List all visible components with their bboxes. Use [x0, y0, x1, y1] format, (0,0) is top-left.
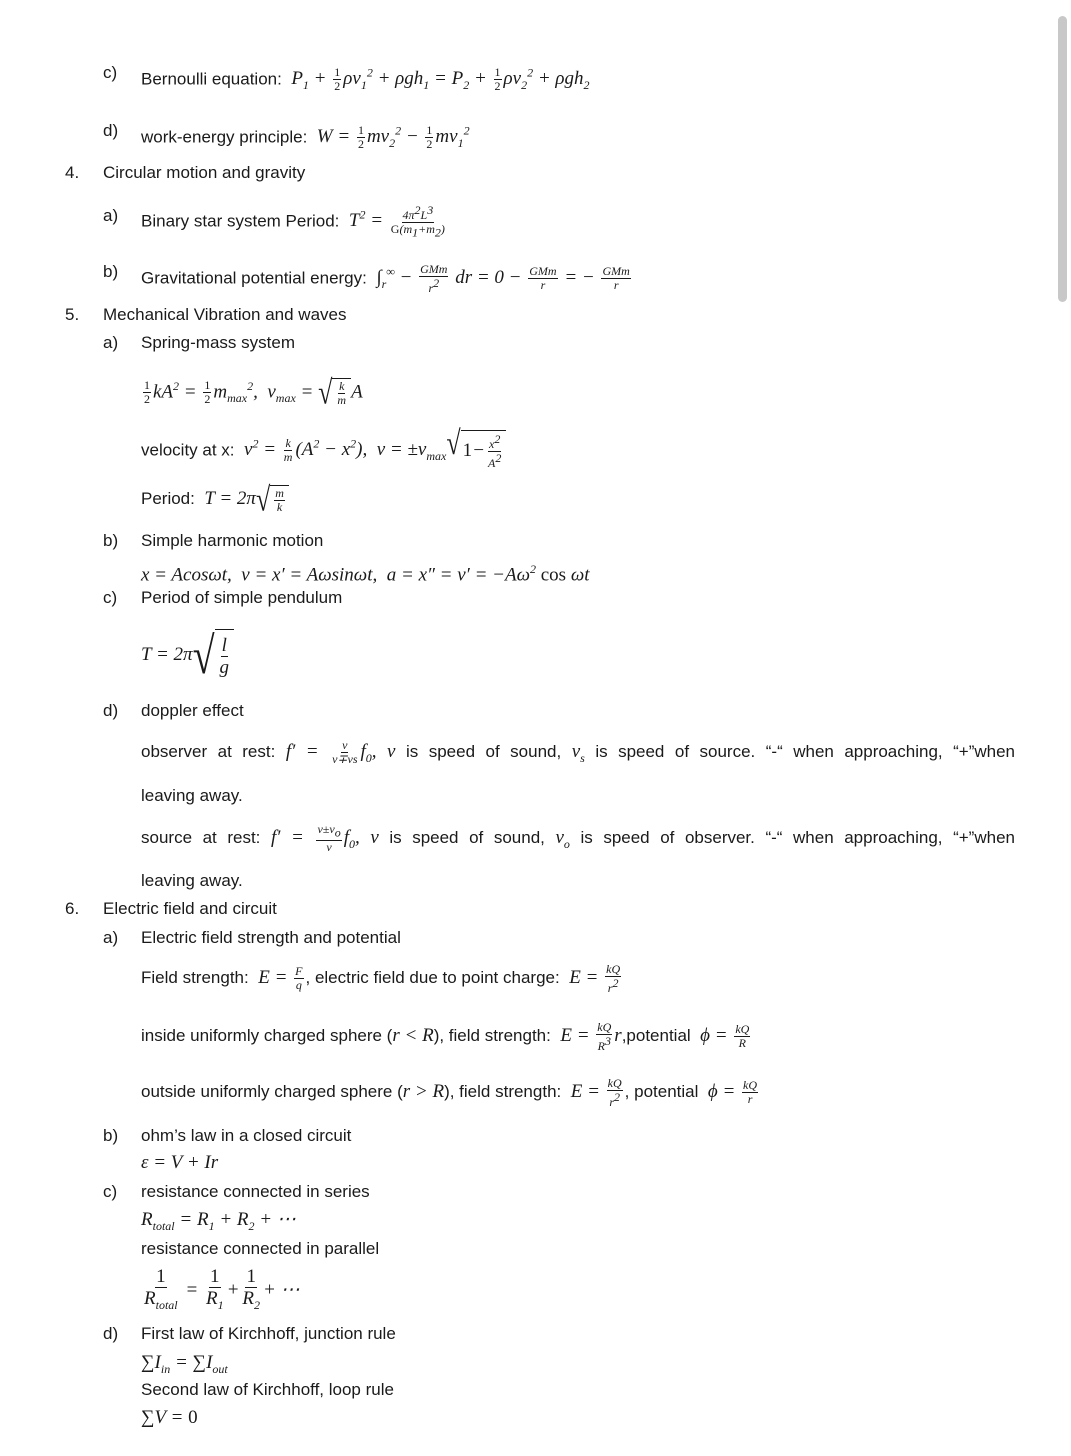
- loop-label: Second law of Kirchhoff, loop rule: [141, 1380, 394, 1399]
- series-label: resistance connected in series: [141, 1182, 370, 1201]
- field-strength-equation: E = $\frac{F}{q}$: [253, 964, 303, 993]
- work-energy-line: [141, 121, 470, 153]
- pendulum-label: Period of simple pendulum: [141, 588, 343, 607]
- scrollbar-thumb[interactable]: [1058, 16, 1067, 302]
- gravity-equation: $\int_r^\infty$ − GMm $r^2$ dr = 0 − GMm r = − GMm r: [371, 261, 630, 295]
- spring-energy-equation: $\frac{1}{2}$ $kA^2$ = $\frac{1}{2}$ $m_{max}^2$, $v_{max}$ = √ k m A: [144, 373, 363, 412]
- source-text: is speed of sound,: [389, 828, 545, 847]
- point-charge-label: , electric field due to point charge:: [305, 968, 560, 987]
- source-text-2: is speed of observer. “-“ when approaching, “+”when: [580, 828, 1015, 847]
- junction-label: First law of Kirchhoff, junction rule: [141, 1324, 396, 1343]
- section-4-number: 4.: [65, 163, 80, 182]
- bernoulli-equation: $P_1$ + $\frac{1}{2}$ $\rho v_1^2 + \rho gh_1 = P_2$ + $\frac{1}{2}$ $\rho v_2^2 + \rho gh_2$: [286, 65, 590, 94]
- section-5-number: 5.: [65, 305, 80, 324]
- inside-condition: r < R: [392, 1025, 434, 1046]
- velocity-equation: $v^2$ = $\frac{k}{m}$ $(A^2 - x^2)$, $v = \pm v_{max}$ √ 1 − $x^2$ $A^2$: [239, 439, 506, 460]
- parallel-label: resistance connected in parallel: [141, 1239, 380, 1258]
- velocity-line: [141, 424, 506, 476]
- series-equation: $R_{total} = R_1 + R_2$ + ⋯: [141, 1209, 296, 1233]
- marker-c-bernoulli: c): [103, 63, 118, 82]
- work-energy-equation: W = $\frac{1}{2}$ $mv_2^2$ − $\frac{1}{2}$ $mv_1^2$: [312, 123, 470, 152]
- outside-label-2: ), field strength:: [444, 1082, 562, 1101]
- marker-a-spring: a): [103, 333, 119, 352]
- parallel-equation: 1 $R_{total}$ = $\frac{1}{R_1}$ + $\frac{1}{R_2}$ + ⋯: [144, 1266, 300, 1312]
- observer-line: [141, 734, 1015, 776]
- ohm-label: ohm’s law in a closed circuit: [141, 1126, 352, 1145]
- marker-d-doppler: d): [103, 701, 119, 720]
- inside-equation: E = $\frac{kQ}{R^3}$ r: [555, 1019, 622, 1053]
- section-6-title: Electric field and circuit: [103, 899, 277, 918]
- binary-equation: $T^2$ = $\frac{4\pi^2L^3}{G(m_1+m_2)}$: [344, 203, 445, 240]
- inside-label-2: ), field strength:: [433, 1026, 551, 1045]
- marker-b-shm: b): [103, 531, 119, 550]
- source-line: [141, 820, 1015, 862]
- section-4-title: Circular motion and gravity: [103, 163, 306, 182]
- observer-text-2: is speed of source. “-“ when approaching, “+”when: [595, 742, 1015, 761]
- marker-a-binary: a): [103, 206, 119, 225]
- source-label: source at rest:: [141, 828, 261, 847]
- leaving-away-1: leaving away.: [141, 786, 243, 805]
- pendulum-equation: T = 2π √ l g: [141, 625, 234, 685]
- marker-b-gravity: b): [103, 262, 119, 281]
- section-6-number: 6.: [65, 899, 80, 918]
- marker-c-resistance: c): [103, 1182, 118, 1201]
- binary-line: [141, 197, 448, 240]
- junction-equation: $\sum I_{in} = \sum I_{out}$: [141, 1352, 228, 1376]
- marker-a-field: a): [103, 928, 119, 947]
- inside-potential-label: ,potential: [621, 1026, 691, 1045]
- marker-d-work-energy: d): [103, 121, 119, 140]
- observer-equation: f′ = $\frac{v}{v\mp vs}$ $f_0$, v: [285, 738, 396, 767]
- field-label: Electric field strength and potential: [141, 928, 401, 947]
- outside-sphere-line: [141, 1074, 760, 1110]
- loop-equation: ∑V = 0: [141, 1407, 198, 1428]
- period-equation: T = 2π √ m k: [200, 488, 289, 509]
- outside-label: outside uniformly charged sphere (: [141, 1082, 403, 1101]
- section-5-title: Mechanical Vibration and waves: [103, 305, 347, 324]
- period-line: [141, 479, 289, 519]
- marker-d-kirchhoff: d): [103, 1324, 119, 1343]
- inside-label: inside uniformly charged sphere (: [141, 1026, 393, 1045]
- shm-equation: x = Acosωt, v = x′ = Aωsinωt, $a = x'' = v' = -A\omega^2$ cos ωt: [141, 562, 590, 586]
- marker-c-pendulum: c): [103, 588, 118, 607]
- observer-text: is speed of sound,: [405, 742, 562, 761]
- bernoulli-label: Bernoulli equation:: [141, 69, 282, 89]
- doppler-label: doppler effect: [141, 701, 244, 720]
- observer-speed-symbol: $v_o$: [555, 827, 570, 851]
- observer-label: observer at rest:: [141, 742, 276, 761]
- point-charge-equation: E = $\frac{kQ}{r^2}$: [564, 961, 621, 995]
- leaving-away-2: leaving away.: [141, 871, 243, 890]
- field-strength-line: [141, 960, 623, 996]
- marker-b-ohm: b): [103, 1126, 119, 1145]
- gravity-line: [141, 254, 633, 302]
- vertical-scrollbar[interactable]: [1053, 0, 1071, 1456]
- gravity-label: Gravitational potential energy:: [141, 268, 367, 288]
- field-strength-label: Field strength:: [141, 968, 249, 987]
- work-energy-label: work-energy principle:: [141, 127, 308, 147]
- outside-potential-label: , potential: [624, 1082, 699, 1101]
- outside-condition: r > R: [402, 1081, 445, 1102]
- spring-label: Spring-mass system: [141, 333, 295, 352]
- outside-potential-equation: ϕ = $\frac{kQ}{r}$: [703, 1078, 758, 1107]
- outside-equation: E = $\frac{kQ}{r^2}$: [565, 1075, 622, 1109]
- velocity-label: velocity at x:: [141, 440, 235, 460]
- bernoulli-line: [141, 63, 590, 95]
- source-equation: f′ = $\frac{v\pm v_o}{v}$ $f_0$, v: [271, 822, 379, 854]
- inside-sphere-line: [141, 1018, 752, 1054]
- binary-label: Binary star system Period:: [141, 211, 340, 231]
- source-speed-symbol: $v_s$: [571, 741, 585, 765]
- shm-label: Simple harmonic motion: [141, 531, 324, 550]
- ohm-equation: ε = V + Ir: [141, 1152, 219, 1173]
- period-label: Period:: [141, 489, 195, 508]
- inside-potential-equation: ϕ = $\frac{kQ}{R}$: [695, 1022, 750, 1051]
